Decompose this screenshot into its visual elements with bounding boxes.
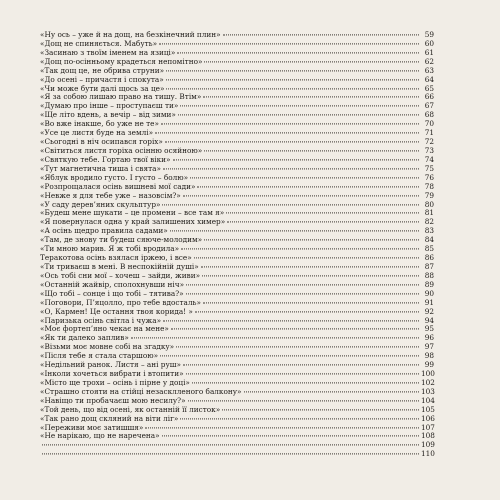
dot-leader (190, 177, 419, 178)
toc-entry-page: 95 (424, 324, 434, 334)
toc-entry-page: 108 (421, 431, 435, 441)
toc-entry (40, 93, 434, 102)
toc-entry-title: «Як ти далеко заплив» (40, 334, 129, 343)
table-of-contents (40, 31, 434, 459)
dot-leader (177, 52, 419, 53)
toc-entry-title: «Ти мною марив. Я ж тобі вродила» (40, 245, 180, 254)
dot-leader (204, 240, 419, 241)
toc-entry-page: 109 (421, 440, 435, 450)
toc-entry-page: 60 (424, 38, 434, 48)
toc-entry-title: «Інколи хочеться вибрати і втопити» (40, 370, 184, 379)
toc-entry-title: «Ну ось – уже й на дощ, на безкінечний плин» (40, 31, 221, 39)
toc-entry-page: 99 (424, 360, 434, 370)
dot-leader (188, 400, 419, 401)
toc-entry-page: 74 (424, 154, 434, 164)
toc-entry-title: «Яблук вродило густо. І густо – болю» (40, 173, 189, 182)
dot-leader (226, 213, 419, 214)
dot-leader (166, 79, 419, 80)
toc-entry (40, 397, 434, 406)
toc-entry-title: «Поговори, П’яцолло, про тебе вдосталь» (40, 298, 201, 307)
toc-entry (40, 129, 434, 138)
dot-leader (186, 293, 419, 294)
toc-entry-page: 63 (424, 65, 434, 75)
toc-entry-page: 64 (424, 74, 434, 84)
dot-leader (222, 409, 419, 410)
dot-leader (161, 124, 419, 125)
toc-entry (40, 138, 434, 147)
dot-leader (202, 275, 419, 276)
toc-entry (40, 58, 434, 67)
toc-entry-page: 76 (424, 172, 434, 182)
toc-entry-title: «Ще літо вдень, а вечір – від зими» (40, 111, 176, 120)
toc-entry-title: «Сьогодні в ніч осипався горіх» (40, 138, 163, 147)
toc-entry-page: 96 (424, 333, 434, 343)
toc-entry-page: 107 (421, 422, 435, 432)
toc-entry-title: «Усе це листя буде на землі» (40, 129, 154, 138)
toc-entry-page: 103 (421, 386, 435, 396)
dot-leader (173, 159, 419, 160)
toc-entry-page: 70 (424, 119, 434, 129)
toc-entry-title: «Той день, що від осені, як останній її листок» (40, 405, 221, 414)
toc-entry-page: 80 (424, 199, 434, 209)
dot-leader (203, 97, 419, 98)
toc-entry (40, 49, 434, 58)
toc-entry-page: 81 (424, 208, 434, 218)
toc-entry-page: 62 (424, 56, 434, 66)
toc-entry (40, 156, 434, 165)
dot-leader (42, 445, 419, 446)
toc-entry (40, 209, 434, 218)
dot-leader (180, 418, 419, 419)
toc-entry-title: «Ти триваєш в мені. В неспокійній душі» (40, 262, 199, 271)
toc-entry-title: «Останній жайвір, сполохнувши ніч» (40, 280, 185, 289)
toc-entry-page: 89 (424, 279, 434, 289)
toc-entry (40, 325, 434, 334)
toc-entry-page: 105 (421, 404, 435, 414)
toc-entry-page: 72 (424, 137, 434, 147)
toc-entry-title: «О, Кармен! Це остання твоя корида! » (40, 307, 193, 316)
toc-entry-title: «Ось тобі сни мої – хочеш – зайди, живи» (40, 271, 201, 280)
dot-leader (204, 150, 419, 151)
toc-entry (40, 192, 434, 201)
dot-leader (203, 302, 419, 303)
toc-entry-title: «Во вже інакше, бо уже не те» (40, 120, 159, 129)
toc-entry-page: 68 (424, 110, 434, 120)
toc-entry-title: «Засинаю з твоїм іменем на язиці» (40, 48, 176, 57)
toc-entry (40, 450, 434, 459)
toc-entry (40, 67, 434, 76)
toc-entry (40, 432, 434, 441)
toc-entry (40, 236, 434, 245)
toc-entry-page: 90 (424, 288, 434, 298)
dot-leader (195, 311, 419, 312)
dot-leader (155, 133, 419, 134)
toc-entry-title: «Дощ не спиняється. Мабуть» (40, 39, 158, 48)
toc-entry-page: 61 (424, 47, 434, 57)
toc-entry-page: 102 (421, 377, 435, 387)
toc-entry-title: «Невже я для тебе уже – назовсім?» (40, 191, 181, 200)
toc-entry-title: «Тут магнетична тиша і свята» (40, 164, 161, 173)
toc-entry (40, 85, 434, 94)
toc-entry-page: 94 (424, 315, 434, 325)
dot-leader (163, 168, 419, 169)
dot-leader (166, 88, 419, 89)
dot-leader (192, 382, 419, 383)
toc-entry-page: 79 (424, 190, 434, 200)
dot-leader (183, 195, 419, 196)
dot-leader (194, 257, 419, 258)
dot-leader (183, 365, 419, 366)
toc-entry-title: «Страшно стояти на стійці незасклленого балкону» (40, 387, 242, 396)
toc-entry-title: «Після тебе я стала старшою» (40, 352, 159, 361)
toc-entry-page: 100 (421, 369, 435, 379)
toc-entry (40, 76, 434, 85)
toc-entry (40, 272, 434, 281)
dot-leader (181, 249, 419, 250)
toc-entry (40, 352, 434, 361)
toc-entry-title: «Так дощ це, не обрива струни» (40, 66, 165, 75)
toc-entry-title: «Моє фортеп’яно чекає на мене» (40, 325, 169, 334)
toc-entry (40, 174, 434, 183)
toc-entry-title: «У саду дерев’яних скульптур» (40, 200, 161, 209)
toc-entry-title: «Будеш мене шукати – це промени – все там я» (40, 209, 225, 218)
toc-entry-title: «Місто ще трохи – осінь і пірне у доці» (40, 378, 190, 387)
toc-entry (40, 120, 434, 129)
toc-entry-page: 83 (424, 226, 434, 236)
toc-entry (40, 441, 434, 450)
toc-entry-page: 92 (424, 306, 434, 316)
toc-entry-title: Теракотова осінь взялася іржею, і все» (40, 254, 192, 263)
toc-entry (40, 165, 434, 174)
toc-entry (40, 245, 434, 254)
toc-entry (40, 379, 434, 388)
toc-entry (40, 317, 434, 326)
dot-leader (163, 320, 419, 321)
toc-entry-page: 88 (424, 270, 434, 280)
toc-entry-page: 106 (421, 413, 435, 423)
toc-entry-title: «Паризька осінь світла і чужа» (40, 316, 162, 325)
toc-entry-title: «Що тобі – сонце і що тобі – тятива?» (40, 289, 184, 298)
toc-entry (40, 147, 434, 156)
toc-entry-page: 84 (424, 235, 434, 245)
dot-leader (166, 70, 419, 71)
toc-entry (40, 111, 434, 120)
toc-entry-title: «Навіщо ти пробачаєш мою несилу?» (40, 396, 186, 405)
toc-entry-title: «Я за собою лишаю право на тишу. Втім» (40, 93, 202, 102)
toc-entry-page: 71 (424, 128, 434, 138)
toc-entry (40, 218, 434, 227)
dot-leader (178, 115, 419, 116)
toc-entry (40, 40, 434, 49)
dot-leader (223, 34, 419, 35)
toc-entry-title: «А осінь щедро правила садами» (40, 227, 168, 236)
dot-leader (244, 391, 420, 392)
toc-entry-page: 87 (424, 261, 434, 271)
toc-entry (40, 361, 434, 370)
dot-leader (159, 43, 419, 44)
toc-entry (40, 31, 434, 40)
toc-entry (40, 201, 434, 210)
dot-leader (227, 222, 419, 223)
dot-leader (186, 373, 419, 374)
toc-entry (40, 334, 434, 343)
dot-leader (162, 436, 419, 437)
toc-entry-title: «Там, де знову ти будеш сяюче-молодим» (40, 236, 203, 245)
toc-entry-title: «Світиться листя горіха осінню осяйною» (40, 146, 203, 155)
toc-entry-page: 82 (424, 217, 434, 227)
dot-leader (160, 356, 419, 357)
dot-leader (131, 338, 419, 339)
toc-entry-page: 97 (424, 342, 434, 352)
toc-entry (40, 183, 434, 192)
toc-entry (40, 102, 434, 111)
dot-leader (180, 106, 419, 107)
toc-entry-page: 110 (421, 449, 435, 459)
toc-entry-title: «Чи може бути далі щось за це» (40, 84, 165, 93)
toc-entry-page: 59 (424, 30, 434, 39)
dot-leader (42, 454, 419, 455)
toc-entry-page: 104 (421, 395, 435, 405)
toc-entry (40, 388, 434, 397)
toc-entry-page: 98 (424, 351, 434, 361)
toc-entry-title: «Візьми моє мовне собі на згадку» (40, 343, 175, 352)
dot-leader (176, 347, 419, 348)
toc-entry-title: «Розпрощалася осінь вишневі мої сади» (40, 182, 196, 191)
toc-entry-page: 65 (424, 83, 434, 93)
dot-leader (165, 141, 419, 142)
toc-entry (40, 308, 434, 317)
dot-leader (201, 266, 419, 267)
dot-leader (204, 61, 419, 62)
dot-leader (197, 186, 419, 187)
toc-entry-title: «Недільний ранок. Листя – ані руш» (40, 361, 182, 370)
toc-entry-page: 85 (424, 244, 434, 254)
toc-entry (40, 254, 434, 263)
toc-entry (40, 299, 434, 308)
dot-leader (171, 329, 419, 330)
toc-entry (40, 281, 434, 290)
toc-entry-page: 67 (424, 101, 434, 111)
toc-entry-title: «Думаю про інше – проступаєш ти» (40, 102, 179, 111)
toc-entry-page: 86 (424, 253, 434, 263)
toc-entry-title: «Святкую тебе. Гортаю твої віки» (40, 155, 171, 164)
toc-entry (40, 370, 434, 379)
toc-entry (40, 290, 434, 299)
dot-leader (170, 231, 419, 232)
dot-leader (186, 284, 419, 285)
toc-entry (40, 227, 434, 236)
toc-entry-title: «Не нарікаю, що не наречена» (40, 432, 160, 441)
toc-entry (40, 415, 434, 424)
toc-entry-page: 91 (424, 297, 434, 307)
toc-entry (40, 406, 434, 415)
dot-leader (162, 204, 419, 205)
toc-entry (40, 263, 434, 272)
toc-entry-page: 78 (424, 181, 434, 191)
toc-entry-title: «Я повернулася одна у край залишених химер» (40, 218, 226, 227)
toc-entry-title: «До осені – причастя і спокута» (40, 75, 164, 84)
toc-entry-title: «Переживи моє затишшя» (40, 423, 144, 432)
toc-entry-page: 66 (424, 92, 434, 102)
toc-entry (40, 424, 434, 433)
toc-entry (40, 343, 434, 352)
toc-entry-page: 75 (424, 163, 434, 173)
dot-leader (145, 427, 419, 428)
toc-entry-page: 73 (424, 145, 434, 155)
toc-entry-title: «Так рано дощ скляний на віти ліг» (40, 414, 179, 423)
toc-entry-title: «Дощ по-осінньому крадеться непомітно» (40, 57, 203, 66)
